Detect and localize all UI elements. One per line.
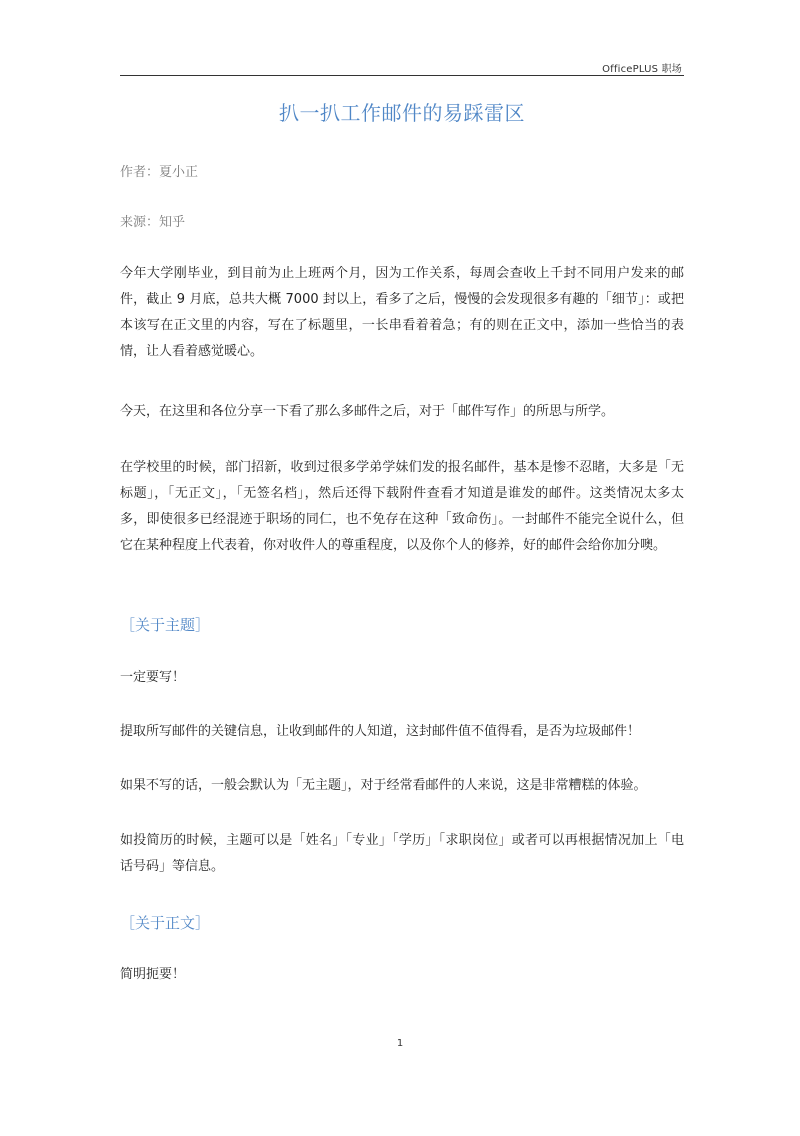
- intro-paragraph-2: 今天，在这里和各位分享一下看了那么多邮件之后，对于「邮件写作」的所思与所学。: [120, 404, 615, 419]
- header-brand: OfficePLUS 职场: [602, 64, 682, 75]
- intro-paragraph-1: 今年大学刚毕业，到目前为止上班两个月，因为工作关系，每周会查收上千封不同用户发来的邮件，截止 9 月底，总共大概 7000 封以上，看多了之后，慢慢的会发现很多有趣的「细节」：或把本该写在正文里的内容，写在了标题里，一长串看着着急；有的则在正文中，添加一些恰当的表情，让人看着感觉暖心。: [120, 266, 684, 359]
- page-number: 1: [396, 1038, 404, 1049]
- subject-paragraph-3: 如果不写的话，一般会默认为「无主题」，对于经常看邮件的人来说，这是非常糟糕的体验。: [120, 778, 647, 793]
- intro-paragraph-3: 在学校里的时候，部门招新，收到过很多学弟学妹们发的报名邮件，基本是惨不忍睹，大多是「无标题」，「无正文」，「无签名档」，然后还得下载附件查看才知道是谁发的邮件。这类情况太多太多，即使很多已经混迹于职场的同仁，也不免存在这种「致命伤」。一封邮件不能完全说什么，但它在某种程度上代表着，你对收件人的尊重程度，以及你个人的修养，好的邮件会给你加分噢。: [120, 460, 684, 553]
- document-title: 扒一扒工作邮件的易踩雷区: [279, 101, 525, 125]
- body-paragraph-1: 简明扼要！: [120, 967, 186, 982]
- header-rule: [120, 75, 684, 76]
- subject-paragraph-2: 提取所写邮件的关键信息，让收到邮件的人知道，这封邮件值不值得看，是否为垃圾邮件！: [120, 724, 641, 739]
- author-line: 作者：夏小正: [120, 165, 199, 180]
- section-heading-subject: ［关于主题］: [120, 616, 211, 634]
- section-heading-body: ［关于正文］: [120, 914, 211, 932]
- subject-paragraph-1: 一定要写！: [120, 670, 186, 685]
- subject-paragraph-4: 如投简历的时候，主题可以是「姓名」「专业」「学历」「求职岗位」或者可以再根据情况加上「电话号码」等信息。: [120, 833, 684, 874]
- source-line: 来源：知乎: [120, 215, 186, 230]
